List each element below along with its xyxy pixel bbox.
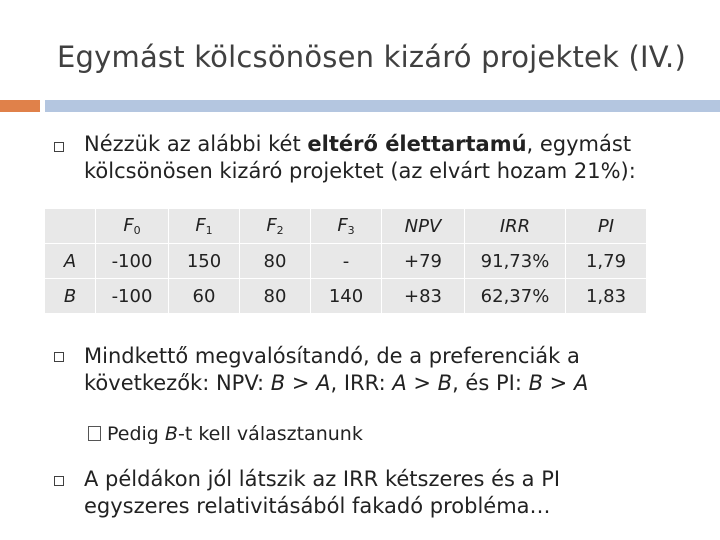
row-label: B: [45, 279, 96, 314]
table-cell: 80: [240, 279, 311, 314]
bullet2-line1: Mindkettő megvalósítandó, de a preferenciák a: [84, 344, 580, 368]
table-row: [45, 279, 647, 314]
table-header-cell: IRR: [465, 209, 566, 244]
bullet-text-1: [84, 131, 704, 185]
table-cell: 140: [311, 279, 382, 314]
table-cell: +79: [382, 244, 465, 279]
bullet3-line2: egyszeres relativitásából fakadó probléma…: [84, 494, 551, 518]
table-header-cell: $F_1$: [169, 209, 240, 244]
table-cell: 62,37%: [465, 279, 566, 314]
table-cell: +83: [382, 279, 465, 314]
bullet-text-2: [84, 343, 704, 397]
bullet-icon: [54, 352, 64, 362]
table-cell: 60: [169, 279, 240, 314]
checkbox-icon: [88, 426, 101, 441]
accent-bar-blue: [45, 100, 720, 112]
table-row: [45, 244, 647, 279]
bullet-icon: [54, 142, 64, 152]
sub-bullet: Pedig B-t kell választanunk: [88, 423, 363, 445]
row-label: A: [45, 244, 96, 279]
table-header-cell: $F_0$: [96, 209, 169, 244]
bullet3-line1: A példákon jól látszik az IRR kétszeres és a PI: [84, 467, 561, 491]
projects-table: [44, 208, 647, 314]
table-cell: 1,83: [566, 279, 647, 314]
bullet-text-3: [84, 466, 704, 520]
table-cell: -: [311, 244, 382, 279]
table-cell: 80: [240, 244, 311, 279]
table-cell: 91,73%: [465, 244, 566, 279]
bullet1-post: , egymást: [526, 132, 632, 156]
table-header-cell: PI: [566, 209, 647, 244]
table-cell: 1,79: [566, 244, 647, 279]
table-cell: -100: [96, 279, 169, 314]
table-cell: 150: [169, 244, 240, 279]
table-cell: -100: [96, 244, 169, 279]
bullet1-line2: kölcsönösen kizáró projektet (az elvárt hozam 21%):: [84, 159, 636, 183]
bullet1-pre: Nézzük az alábbi két: [84, 132, 308, 156]
bullet1-bold: eltérő élettartamú: [307, 132, 527, 156]
slide-title: Egymást kölcsönösen kizáró projektek (IV.): [57, 40, 686, 74]
table-header-row: [45, 209, 647, 244]
table-header-cell: NPV: [382, 209, 465, 244]
table-header-cell: $F_2$: [240, 209, 311, 244]
table-header-cell: $F_3$: [311, 209, 382, 244]
table-corner-cell: [45, 209, 96, 244]
accent-bar-orange: [0, 100, 40, 112]
bullet-icon: [54, 476, 64, 486]
bullet2-line2: következők: NPV: B > A, IRR: A > B, és PI: B > A: [84, 371, 589, 395]
